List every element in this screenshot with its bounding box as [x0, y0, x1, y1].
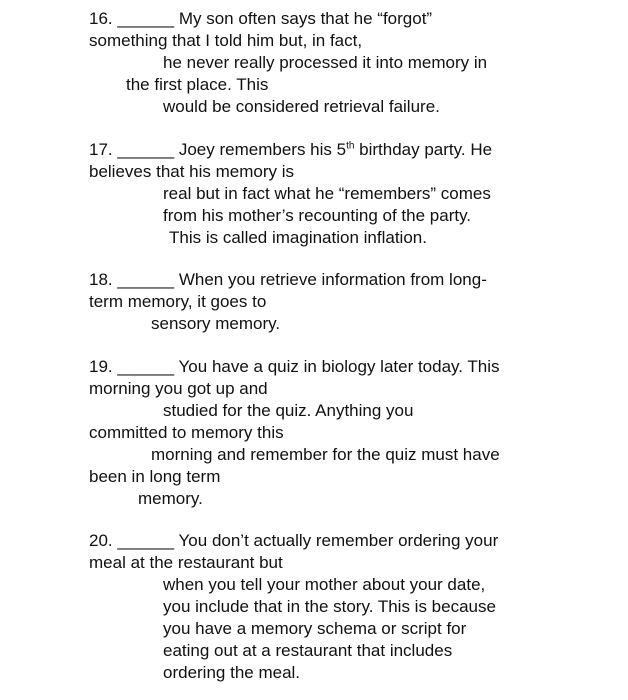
question-18-number: 18. [89, 270, 113, 289]
question-17-first-line [89, 139, 492, 160]
question-17-number: 17. [89, 140, 113, 159]
question-19-answer-blank: ______ [117, 357, 175, 376]
question-19-text-line: been in long term [89, 467, 221, 486]
question-17-text-line: from his mother’s recounting of the party. [163, 206, 472, 225]
question-19-text-line: studied for the quiz. Anything you [163, 401, 414, 420]
question-20-text-line: You don’t actually remember ordering your [178, 531, 499, 550]
question-17-text-post: birthday party. He [354, 140, 493, 159]
question-16-number: 16. [89, 9, 113, 28]
question-18-text-line: term memory, it goes to [89, 292, 267, 311]
question-17-answer-blank: ______ [117, 140, 175, 159]
question-16-first-line [89, 8, 432, 29]
question-16-text-line: My son often says that he “forgot” [178, 9, 433, 28]
question-20-text-line: eating out at a restaurant that includes [163, 641, 453, 660]
question-20-answer-blank: ______ [117, 531, 175, 550]
question-18-text-line: When you retrieve information from long- [178, 270, 487, 289]
question-20-text-line: ordering the meal. [163, 663, 301, 682]
question-19-text-line: morning and remember for the quiz must have [151, 445, 500, 464]
question-18-text-line: sensory memory. [151, 314, 281, 333]
question-16-text-line: would be considered retrieval failure. [163, 97, 440, 116]
question-20-text-line: when you tell your mother about your date, [163, 575, 486, 594]
question-17-text-line: believes that his memory is [89, 162, 295, 181]
question-16-text-line: the first place. This [126, 75, 269, 94]
question-16-answer-blank: ______ [117, 9, 175, 28]
question-20-text-line: you include that in the story. This is because [163, 597, 496, 616]
question-19-text-line: committed to memory this [89, 423, 284, 442]
question-19-number: 19. [89, 357, 113, 376]
question-17-text-line: real but in fact what he “remembers” comes [163, 184, 491, 203]
question-18-answer-blank: ______ [117, 270, 175, 289]
question-20-text-line: meal at the restaurant but [89, 553, 283, 572]
question-17-text-line: This is called imagination inflation. [169, 228, 427, 247]
question-16-text-line: he never really processed it into memory in [163, 53, 488, 72]
question-16-text-line: something that I told him but, in fact, [89, 31, 363, 50]
question-18-first-line [89, 269, 487, 290]
question-19-text-line: You have a quiz in biology later today. This [178, 357, 500, 376]
question-19-first-line [89, 356, 500, 377]
question-20-text-line: you have a memory schema or script for [163, 619, 467, 638]
question-17-ordinal-suffix: th [346, 140, 355, 152]
question-17-text-pre: Joey remembers his 5 [178, 140, 347, 159]
question-19-text-line: memory. [138, 489, 203, 508]
question-19-text-line: morning you got up and [89, 379, 268, 398]
question-20-number: 20. [89, 531, 113, 550]
question-20-first-line [89, 530, 498, 551]
